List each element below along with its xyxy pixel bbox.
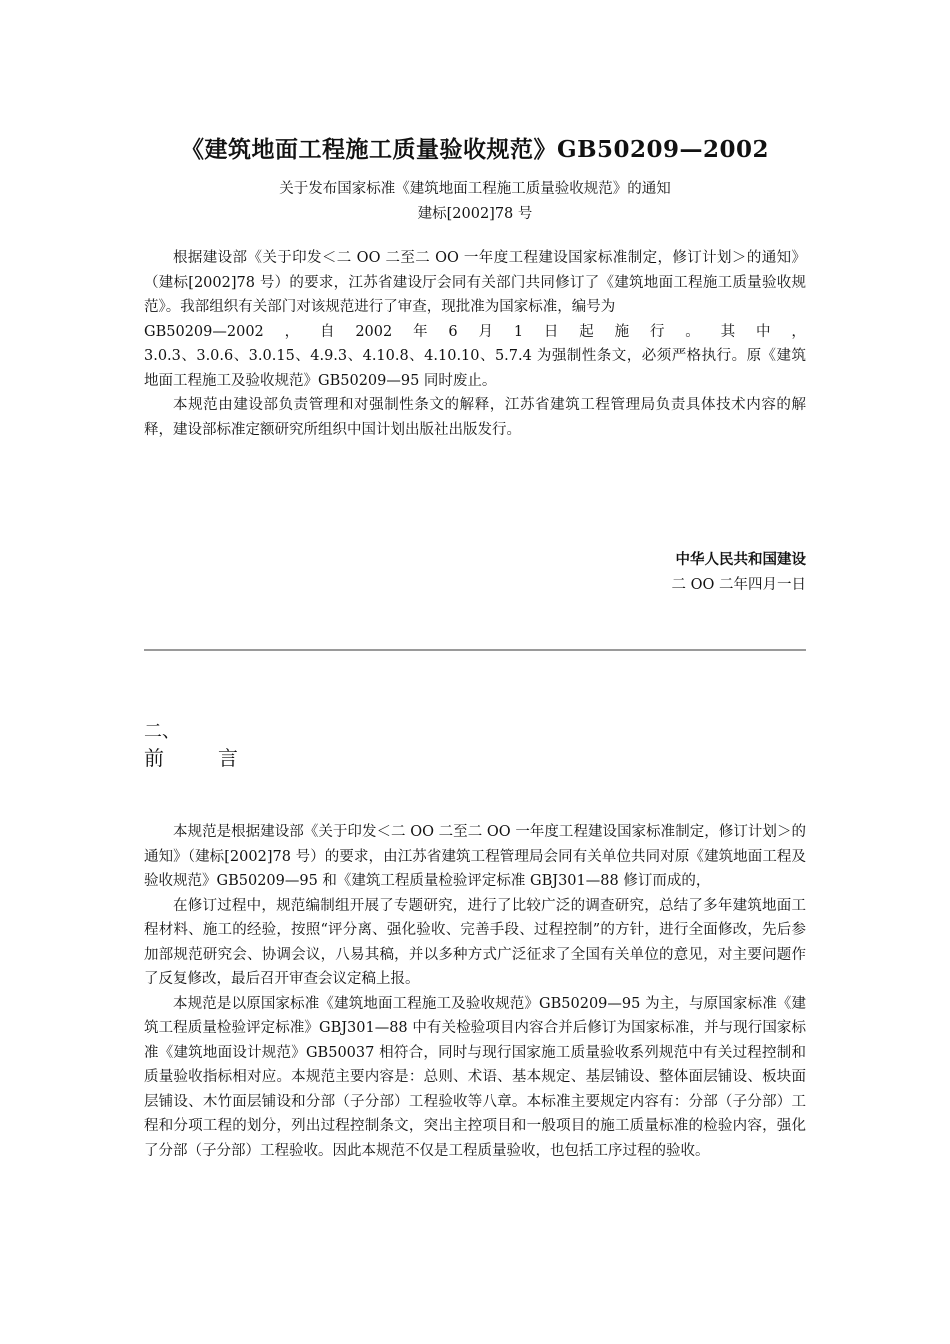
document-number: 建标[2002]78 号 [417, 206, 533, 222]
preface-paragraph-2: 在修订过程中，规范编制组开展了专题研究，进行了比较广泛的调查研究，总结了多年建筑地面工程材料、施工的经验，按照“评分离、强化验收、完善手段、过程控制”的方针，进行全面修改，先后参加部规范研究会、协调会议，八易其稿，并以多种方式广泛征求了全国有关单位的意见，对主要问题作了反复修改，最后召开审查会议定稿上报。 [144, 897, 806, 987]
spread-token: 中 [755, 323, 771, 340]
notice-subtitle: 关于发布国家标准《建筑地面工程施工质量验收规范》的通知 [279, 181, 671, 197]
spread-token: 施 [614, 323, 630, 340]
document-title: 《建筑地面工程施工质量验收规范》GB50209—2002 [180, 136, 770, 163]
notice-paragraph-2: 本规范由建设部负责管理和对强制性条文的解释，江苏省建筑工程管理局负责具体技术内容的解释，建设部标准定额研究所组织中国计划出版社出版发行。 [144, 397, 806, 438]
spread-token: 年 [413, 323, 428, 340]
spread-token: 6 [448, 323, 458, 340]
spread-token: 2002 [355, 323, 393, 340]
preface-paragraph-1: 本规范是根据建设部《关于印发＜二 OO 二至二 OO 一年度工程建设国家标准制定，修订计划＞的通知》（建标[2002]78 号）的要求，由江苏省建筑工程管理局会同有关单位共同对原《建筑地面工程及验收规范》GB50209—95 和《建筑工程质量检验评定标准 GBJ301—88 修订而成的， [144, 824, 806, 889]
spread-token: ， [284, 323, 300, 340]
spread-token: 。 [685, 323, 700, 340]
spread-token: 月 [478, 323, 493, 340]
notice-paragraph-1-spread-line [144, 320, 806, 345]
section-title-char: 言 [218, 746, 238, 770]
section-divider [144, 649, 806, 651]
notice-paragraph-1-end: 3.0.3、3.0.6、3.0.15、4.9.3、4.10.8、4.10.10、5.7.4 为强制性条文，必须严格执行。原《建筑地面工程施工及验收规范》GB50209—95 同时废止。 [144, 348, 806, 389]
spread-token: 日 [543, 323, 559, 340]
spread-token: 1 [513, 323, 524, 340]
section-number: 二、 [144, 721, 180, 742]
issue-date: 二 OO 二年四月一日 [671, 577, 806, 593]
spread-token: 自 [319, 323, 335, 340]
notice-body [144, 246, 806, 442]
spread-token: 起 [579, 323, 594, 340]
spread-token: 其 [720, 323, 736, 340]
issuing-organization: 中华人民共和国建设 [675, 551, 806, 568]
spread-token: GB50209—2002 [144, 323, 264, 340]
spread-token: ， [791, 323, 806, 340]
preface-paragraph-3: 本规范是以原国家标准《建筑地面工程施工及验收规范》GB50209—95 为主，与原国家标准《建筑工程质量检验评定标准》GBJ301—88 中有关检验项目内容合并后修订为国家标准，并与现行国家标准《建筑地面设计规范》GB50037 相符合，同时与现行国家施工质量验收系列规范中有关过程控制和质量验收指标相对应。本规范主要内容是：总则、术语、基本规定、基层铺设、整体面层铺设、板块面层铺设、木竹面层铺设和分部（子分部）工程验收等八章。本标准主要规定内容有：分部（子分部）工程和分项工程的划分，列出过程控制条文，突出主控项目和一般项目的施工质量标准的检验内容，强化了分部（子分部）工程验收。因此本规范不仅是工程质量验收，也包括工序过程的验收。 [144, 995, 806, 1159]
preface-body [144, 820, 806, 1163]
section-title-char: 前 [144, 746, 164, 770]
spread-token: 行 [649, 323, 665, 340]
section-title [144, 745, 238, 771]
notice-paragraph-1-start: 根据建设部《关于印发＜二 OO 二至二 OO 一年度工程建设国家标准制定，修订计划＞的通知》（建标[2002]78 号）的要求，江苏省建设厅会同有关部门共同修订了《建筑地面工程施工质量验收规范》。我部组织有关部门对该规范进行了审查，现批准为国家标准，编号为 [144, 250, 806, 315]
